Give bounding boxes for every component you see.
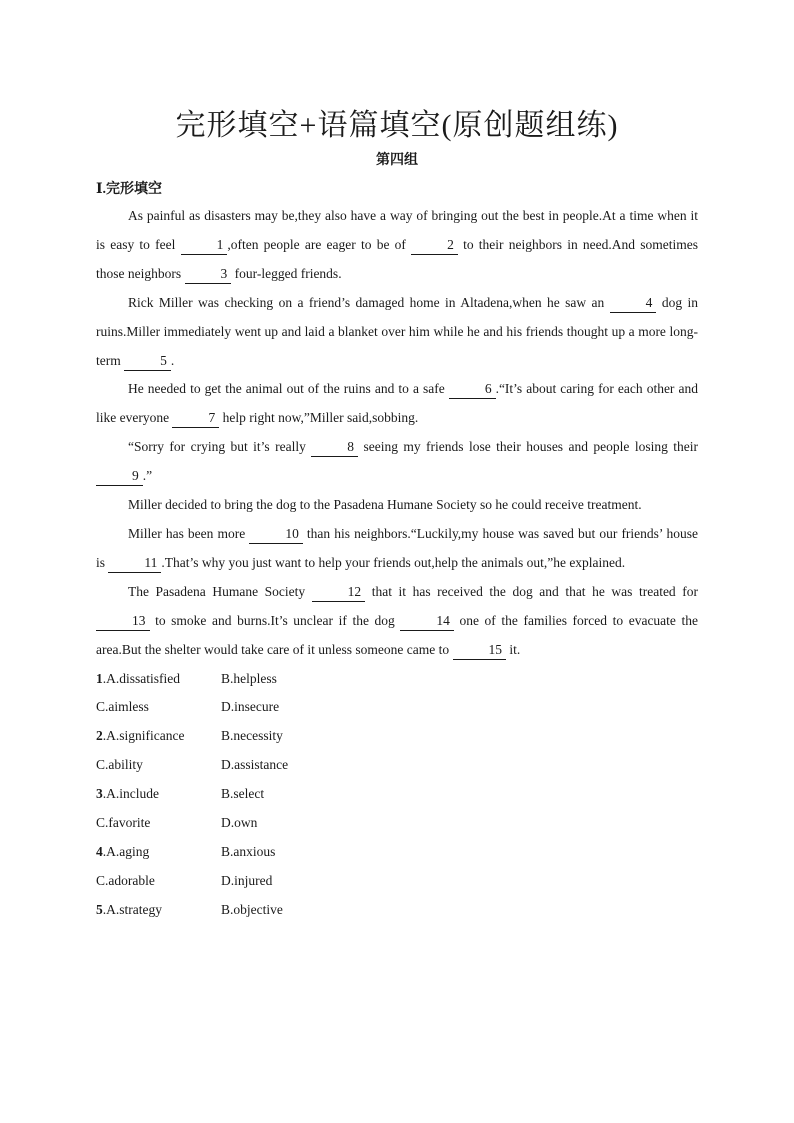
option-row: [96, 809, 698, 838]
blank-7[interactable]: 7: [172, 409, 219, 428]
blank-2[interactable]: 2: [411, 236, 458, 255]
blank-1[interactable]: 1: [181, 236, 228, 255]
option-row: [96, 693, 698, 722]
passage-text: .“It’s about caring for each other and like everyone: [96, 381, 698, 426]
option-row: [96, 867, 698, 896]
blank-9[interactable]: 9: [96, 467, 143, 486]
passage-paragraph: [96, 375, 698, 433]
cloze-passage: [96, 202, 698, 665]
option-a-or-c: C.favorite: [96, 814, 151, 830]
passage-paragraph: [96, 578, 698, 665]
passage-text: He needed to get the animal out of the ruins and to a safe: [128, 381, 449, 397]
option-left[interactable]: [96, 751, 221, 780]
option-left[interactable]: [96, 896, 221, 925]
question-number: 3: [96, 786, 103, 802]
blank-12[interactable]: 12: [312, 583, 366, 602]
question-number: 2: [96, 728, 103, 744]
blank-11[interactable]: 11: [108, 554, 161, 573]
option-left[interactable]: [96, 838, 221, 867]
option-row: [96, 838, 698, 867]
option-row: [96, 722, 698, 751]
passage-text: The Pasadena Humane Society: [128, 583, 312, 599]
passage-text: .That’s why you just want to help your friends out,help the animals out,”he explained.: [161, 554, 626, 570]
passage-text: one of the families forced to evacuate the area.But the shelter would take care of it unless someone came to: [96, 612, 698, 657]
blank-5[interactable]: 5: [124, 352, 171, 371]
passage-paragraph: [96, 289, 698, 376]
passage-text: As painful as disasters may be,they also have a way of bringing out the best in people.At a time when it is easy to feel: [96, 208, 698, 252]
answer-options: [96, 665, 698, 925]
option-a-or-c: .A.include: [102, 786, 159, 802]
option-a-or-c: C.adorable: [96, 872, 155, 888]
passage-text: ,often people are eager to be of: [227, 236, 412, 252]
passage-text: Miller decided to bring the dog to the Pasadena Humane Society so he could receive treatment.: [128, 497, 642, 513]
blank-8[interactable]: 8: [311, 438, 358, 457]
option-left[interactable]: [96, 693, 221, 722]
blank-14[interactable]: 14: [400, 612, 454, 631]
option-a-or-c: .A.significance: [102, 728, 185, 744]
option-left[interactable]: [96, 665, 221, 694]
option-b-or-d[interactable]: D.own: [221, 814, 258, 830]
passage-text: to smoke and burns.It’s unclear if the dog: [149, 612, 401, 628]
section-heading: Ⅰ.完形填空: [96, 182, 163, 197]
option-b-or-d[interactable]: B.anxious: [221, 843, 276, 859]
passage-text: “Sorry for crying but it’s really: [128, 439, 312, 455]
passage-text: .: [170, 352, 175, 368]
option-a-or-c: C.ability: [96, 757, 143, 773]
passage-paragraph: [96, 202, 698, 289]
blank-4[interactable]: 4: [610, 294, 657, 313]
option-a-or-c: C.aimless: [96, 699, 149, 715]
option-a-or-c: .A.aging: [102, 843, 150, 859]
passage-paragraph: [96, 491, 698, 520]
passage-paragraph: [96, 520, 698, 578]
option-a-or-c: .A.strategy: [102, 901, 162, 917]
passage-text: that it has received the dog and that he was treated for: [365, 583, 698, 599]
option-row: [96, 780, 698, 809]
passage-text: seeing my friends lose their houses and people losing their: [358, 439, 698, 455]
cloze-content: [96, 202, 698, 925]
option-row: [96, 751, 698, 780]
option-b-or-d[interactable]: B.objective: [221, 901, 283, 917]
blank-13[interactable]: 13: [96, 612, 150, 631]
option-b-or-d[interactable]: D.injured: [221, 872, 273, 888]
passage-text: Miller has been more: [128, 525, 250, 541]
passage-text: four-legged friends.: [231, 265, 342, 281]
blank-3[interactable]: 3: [185, 265, 232, 284]
option-b-or-d[interactable]: B.necessity: [221, 728, 283, 744]
option-b-or-d[interactable]: D.insecure: [221, 699, 280, 715]
option-left[interactable]: [96, 867, 221, 896]
passage-text: Rick Miller was checking on a friend’s damaged home in Altadena,when he saw an: [128, 294, 610, 310]
passage-paragraph: [96, 433, 698, 491]
question-number: 4: [96, 843, 103, 859]
option-row: [96, 896, 698, 925]
option-row: [96, 665, 698, 694]
option-left[interactable]: [96, 809, 221, 838]
page-title: 完形填空+语篇填空(原创题组练): [175, 109, 619, 142]
blank-10[interactable]: 10: [249, 525, 303, 544]
question-number: 1: [96, 670, 103, 686]
passage-text: to their neighbors in need.And sometimes those neighbors: [96, 236, 698, 281]
option-b-or-d[interactable]: D.assistance: [221, 757, 289, 773]
passage-text: dog in ruins.Miller immediately went up and laid a blanket over him while he and his friends thought up a more long-term: [96, 294, 698, 368]
blank-6[interactable]: 6: [449, 380, 496, 399]
passage-text: .”: [142, 468, 153, 484]
passage-text: it.: [506, 641, 521, 657]
blank-15[interactable]: 15: [453, 641, 507, 660]
passage-text: than his neighbors.“Luckily,my house was saved but our friends’ house is: [96, 525, 699, 570]
option-b-or-d[interactable]: B.select: [221, 786, 265, 802]
option-left[interactable]: [96, 722, 221, 751]
option-left[interactable]: [96, 780, 221, 809]
question-number: 5: [96, 901, 103, 917]
option-b-or-d[interactable]: B.helpless: [221, 670, 277, 686]
group-subtitle: 第四组: [376, 153, 418, 168]
option-a-or-c: .A.dissatisfied: [102, 670, 180, 686]
passage-text: help right now,”Miller said,sobbing.: [219, 410, 419, 426]
